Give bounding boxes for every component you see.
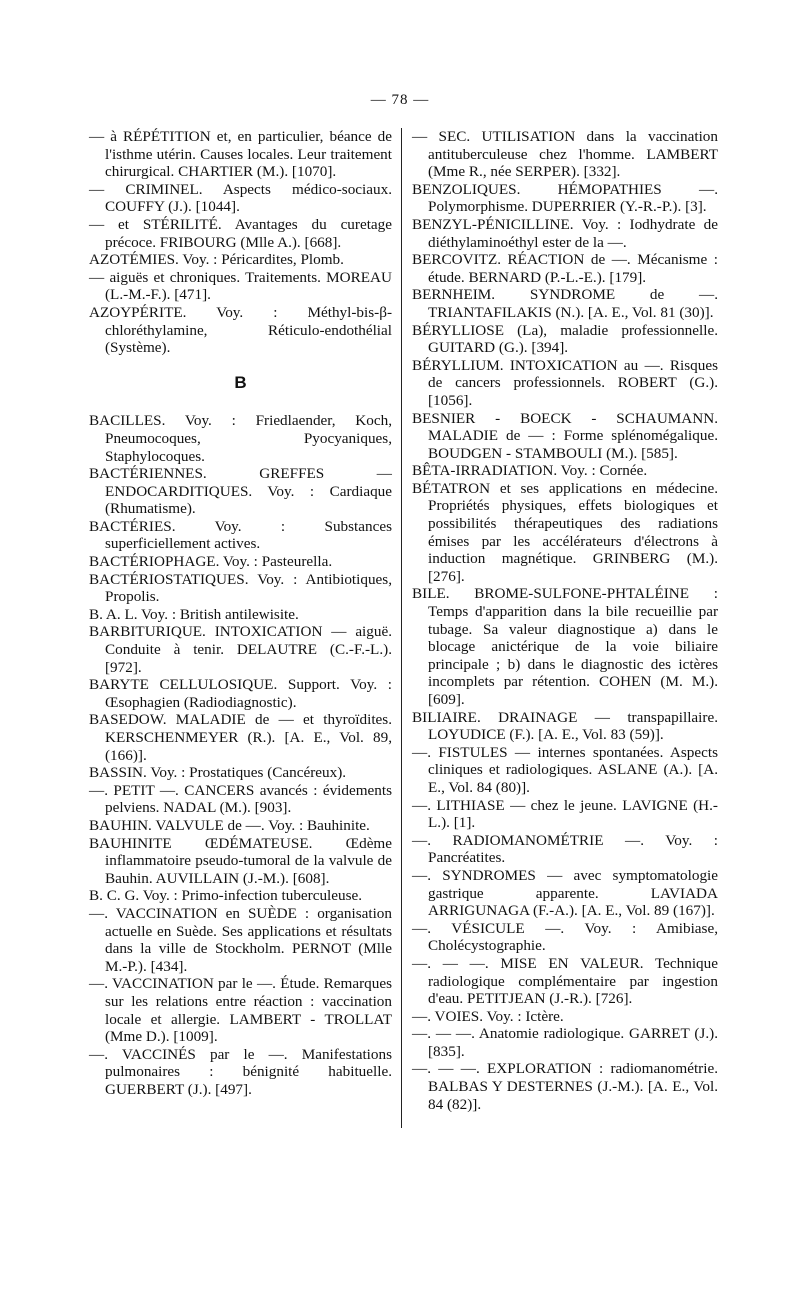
index-entry: —. — —. MISE EN VALEUR. Technique radiologique complémentaire par ingestion d'eau. PETITJEAN (J.-R.). [726]. (412, 954, 718, 1008)
index-entry: BACTÉRIOSTATIQUES. Voy. : Antibiotiques, Propolis. (89, 570, 392, 606)
index-entry: —. VACCINATION en SUÈDE : organisation actuelle en Suède. Ses applications et résultats dans la ville de Stockholm. PERNOT (Mlle M.-P.). [434]. (89, 904, 392, 975)
index-entry: — SEC. UTILISATION dans la vaccination antituberculeuse chez l'homme. LAMBERT (Mme R., née SERPER). [332]. (412, 128, 718, 181)
index-entry: BARYTE CELLULOSIQUE. Support. Voy. : Œsophagien (Radiodiagnostic). (89, 676, 392, 711)
section-letter: B (234, 372, 247, 392)
index-entry: BAUHINITE ŒDÉMATEUSE. Œdème inflammatoire pseudo-tumoral de la valvule de Bauhin. AUVILLAIN (J.-M.). [608]. (89, 834, 392, 887)
index-entry: —. RADIOMANOMÉTRIE —. Voy. : Pancréatites. (412, 831, 718, 867)
index-entry: BACTÉRIOPHAGE. Voy. : Pasteurella. (89, 553, 333, 571)
column-divider (401, 128, 402, 1128)
index-entry: BERCOVITZ. RÉACTION de —. Mécanisme : étude. BERNARD (P.-L.-E.). [179]. (412, 251, 718, 286)
index-entry: —. VACCINÉS par le —. Manifestations pulmonaires : bénignité habituelle. GUERBERT (J.). [497]. (89, 1045, 392, 1098)
index-entry: BACTÉRIENNES. GREFFES — ENDOCARDITIQUES. Voy. : Cardiaque (Rhumatisme). (89, 465, 392, 518)
index-entry: BÉRYLLIOSE (La), maladie professionnelle. GUITARD (G.). [394]. (412, 321, 718, 357)
index-entry: BACILLES. Voy. : Friedlaender, Koch, Pneumocoques, Pyocyaniques, Staphylocoques. (89, 412, 392, 465)
index-entry: — CRIMINEL. Aspects médico-sociaux. COUFFY (J.). [1044]. (89, 180, 392, 216)
index-entry: BENZOLIQUES. HÉMOPATHIES —. Polymorphisme. DUPERRIER (Y.-R.-P.). [3]. (412, 180, 718, 216)
index-entry: — aiguës et chroniques. Traitements. MOREAU (L.-M.-F.). [471]. (89, 268, 392, 304)
index-entry: BASSIN. Voy. : Prostatiques (Cancéreux). (89, 764, 347, 782)
index-entry: B. C. G. Voy. : Primo-infection tuberculeuse. (89, 887, 363, 905)
index-entry: —. VOIES. Voy. : Ictère. (412, 1007, 564, 1025)
index-entry: BACTÉRIES. Voy. : Substances superficiellement actives. (89, 517, 392, 553)
index-entry: — à RÉPÉTITION et, en particulier, béance de l'isthme utérin. Causes locales. Leur traitement chirurgical. CHARTIER (M.). [1070]. (89, 128, 392, 181)
right-column (412, 128, 718, 1113)
page-number: — 78 — (370, 92, 430, 108)
index-entry: —. LITHIASE — chez le jeune. LAVIGNE (H.-L.). [1]. (412, 796, 718, 832)
index-entry: AZOTÉMIES. Voy. : Péricardites, Plomb. (89, 251, 344, 269)
index-entry: —. PETIT —. CANCERS avancés : évidements pelviens. NADAL (M.). [903]. (89, 781, 392, 817)
index-entry: BARBITURIQUE. INTOXICATION — aiguë. Conduite à tenir. DELAUTRE (C.-F.-L.). [972]. (89, 623, 392, 676)
index-entry: BÉRYLLIUM. INTOXICATION au —. Risques de cancers professionnels. ROBERT (G.). [1056]. (412, 356, 718, 409)
index-entry: —. — —. Anatomie radiologique. GARRET (J.). [835]. (412, 1025, 718, 1060)
index-entry: BESNIER - BOECK - SCHAUMANN. MALADIE de — : Forme splénomégalique. BOUDGEN - STAMBOULI (M.). [585]. (412, 409, 718, 462)
index-entry: BILE. BROME-SULFONE-PHTALÉINE : Temps d'apparition dans la bile recueillie par tubage. Sa valeur diagnostique a) dans le blocage anictérique de la voie biliaire principale ; b) dans le diagnostic des ictères incomplets par rétention. COHEN (M. M.). [609]. (412, 585, 718, 708)
index-entry: —. FISTULES — internes spontanées. Aspects cliniques et radiologiques. ASLANE (A.). [A. E., Vol. 84 (80)]. (412, 743, 718, 796)
index-entry: BILIAIRE. DRAINAGE — transpapillaire. LOYUDICE (F.). [A. E., Vol. 83 (59)]. (412, 708, 718, 744)
index-entry: —. VÉSICULE —. Voy. : Amibiase, Cholécystographie. (412, 919, 718, 955)
index-entry: BAUHIN. VALVULE de —. Voy. : Bauhinite. (89, 816, 370, 834)
index-entry: BENZYL-PÉNICILLINE. Voy. : Iodhydrate de diéthylaminoéthyl ester de la —. (412, 215, 718, 251)
index-entry: BERNHEIM. SYNDROME de —. TRIANTAFILAKIS (N.). [A. E., Vol. 81 (30)]. (412, 286, 718, 321)
index-entry: BASEDOW. MALADIE de — et thyroïdites. KERSCHENMEYER (R.). [A. E., Vol. 89, (166)]. (89, 711, 392, 764)
index-entry: —. VACCINATION par le —. Étude. Remarques sur les relations entre réaction : vaccination locale et allergie. LAMBERT - TROLLAT (Mme D.). [1009]. (89, 975, 392, 1046)
index-entry: BÉTATRON et ses applications en médecine. Propriétés physiques, effets biologiques et possibilités thérapeutiques des radiations émises par les accélérateurs d'électrons à induction magnétique. GRINBERG (M.). [276]. (412, 479, 718, 585)
index-entry: AZOYPÉRITE. Voy. : Méthyl-bis-β-chloréthylamine, Réticulo-endothélial (Système). (89, 303, 392, 357)
index-entry: — et STÉRILITÉ. Avantages du curetage précoce. FRIBOURG (Mlle A.). [668]. (89, 215, 392, 251)
index-entry: B. A. L. Voy. : British antilewisite. (89, 605, 299, 623)
index-entry: —. — —. EXPLORATION : radiomanométrie. BALBAS Y DESTERNES (J.-M.). [A. E., Vol. 84 (82)]. (412, 1060, 718, 1113)
left-column (89, 128, 392, 1098)
index-entry: —. SYNDROMES — avec symptomatologie gastrique apparente. LAVIADA ARRIGUNAGA (F.-A.). [A. E., Vol. 89 (167)]. (412, 866, 718, 920)
index-entry: BÊTA-IRRADIATION. Voy. : Cornée. (412, 462, 648, 480)
